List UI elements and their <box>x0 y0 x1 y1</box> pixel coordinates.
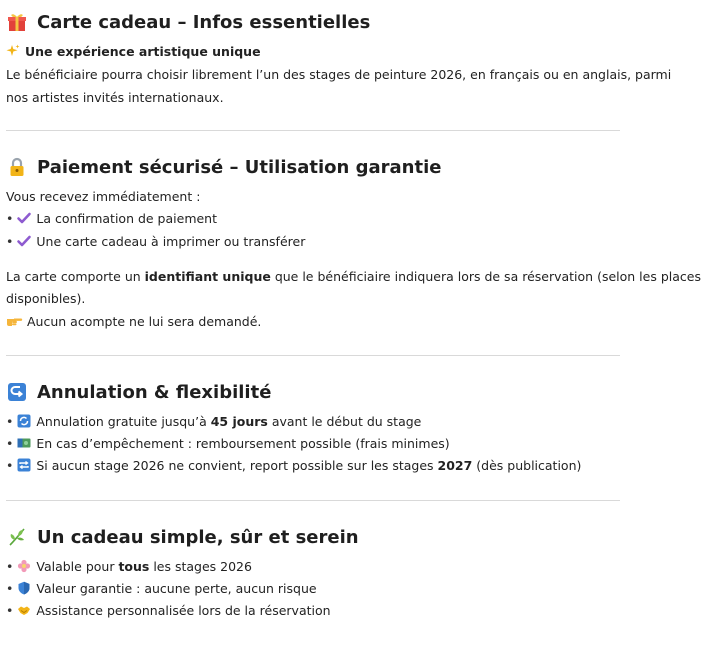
section-title-text: Paiement sécurisé – Utilisation garantie <box>37 156 442 178</box>
list-item <box>6 557 252 577</box>
paragraph-line: disponibles). <box>6 291 86 306</box>
list-item-text: avant le début du stage <box>267 414 422 429</box>
intro-text: Vous recevez immédiatement : <box>6 189 201 204</box>
note-line <box>6 312 261 332</box>
section-divider <box>6 500 620 501</box>
section-title-gift-card <box>6 10 620 34</box>
bullet: • <box>6 603 14 618</box>
days-emphasis: 45 jours <box>210 414 268 429</box>
lock-icon <box>6 156 28 178</box>
list-item-text: (dès publication) <box>472 458 582 473</box>
section-divider <box>6 130 620 131</box>
list-item-text: Valable pour <box>36 559 119 574</box>
subtitle-text: Une expérience artistique unique <box>25 44 261 59</box>
list-item <box>6 579 317 599</box>
section-gift-card-info <box>6 10 672 105</box>
sparkles-icon <box>6 44 20 58</box>
section-title-text: Annulation & flexibilité <box>37 381 272 403</box>
list-item <box>6 434 450 454</box>
list-item-text: Annulation gratuite jusqu’à <box>36 414 211 429</box>
list-item <box>6 232 305 252</box>
bullet: • <box>6 211 14 226</box>
paragraph-line: Le bénéficiaire pourra choisir librement l’un des stages de peinture 2026, en français ou en anglais, parmi <box>6 67 672 82</box>
list-item-text: Si aucun stage 2026 ne convient, report possible sur les stages <box>36 458 438 473</box>
list-item <box>6 456 581 476</box>
flower-icon <box>17 559 31 573</box>
note-text: Aucun acompte ne lui sera demandé. <box>27 314 262 329</box>
list-item-text: les stages 2026 <box>149 559 252 574</box>
section-simple-gift <box>6 525 620 618</box>
section-title-text: Carte cadeau – Infos essentielles <box>37 11 371 33</box>
bullet: • <box>6 436 14 451</box>
list-item-text: Assistance personnalisée lors de la réservation <box>36 603 331 618</box>
list-item <box>6 209 217 229</box>
return-arrow-icon <box>6 381 28 403</box>
year-emphasis: 2027 <box>437 458 473 473</box>
section-secure-payment <box>6 155 701 329</box>
money-icon <box>17 436 31 450</box>
section-title-text: Un cadeau simple, sûr et serein <box>37 526 359 548</box>
refresh-icon <box>17 414 31 428</box>
repeat-icon <box>17 458 31 472</box>
identifier-emphasis: identifiant unique <box>144 269 271 284</box>
bullet: • <box>6 234 14 249</box>
bullet: • <box>6 414 14 429</box>
list-item-text: Valeur garantie : aucune perte, aucun risque <box>36 581 317 596</box>
list-item <box>6 601 331 621</box>
paragraph-line <box>6 267 701 287</box>
section-cancellation <box>6 380 620 473</box>
list-item-text: Une carte cadeau à imprimer ou transférer <box>36 234 306 249</box>
section-divider <box>6 355 620 356</box>
shield-icon <box>17 581 31 595</box>
list-item <box>6 412 421 432</box>
bullet: • <box>6 581 14 596</box>
paragraph-text: La carte comporte un <box>6 269 145 284</box>
bullet: • <box>6 458 14 473</box>
paragraph-line: nos artistes invités internationaux. <box>6 90 224 105</box>
gift-icon <box>6 11 28 33</box>
paragraph-text: que le bénéficiaire indiquera lors de sa réservation (selon les places <box>270 269 701 284</box>
section-title-cancellation <box>6 380 620 404</box>
all-emphasis: tous <box>118 559 150 574</box>
bullet: • <box>6 559 14 574</box>
list-item-text: La confirmation de paiement <box>36 211 218 226</box>
section-title-payment <box>6 155 620 179</box>
list-item-text: En cas d’empêchement : remboursement possible (frais minimes) <box>36 436 450 451</box>
section-subtitle <box>6 42 261 62</box>
herb-icon <box>6 526 28 548</box>
section-title-simple-gift <box>6 525 620 549</box>
pointing-hand-icon <box>6 314 22 328</box>
checkmark-icon <box>17 211 31 225</box>
handshake-icon <box>17 603 31 617</box>
checkmark-icon <box>17 234 31 248</box>
